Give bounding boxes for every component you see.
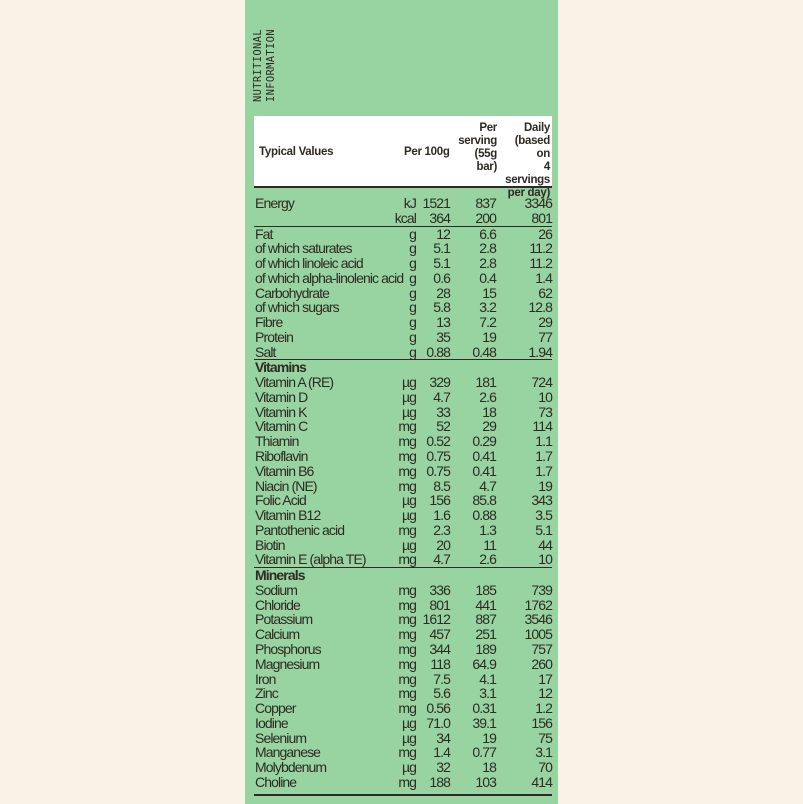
header-daily: Daily (based on 4 servings per day) — [505, 122, 550, 199]
row-daily: 44 — [538, 536, 552, 553]
table-row — [254, 701, 552, 716]
row-per-100g: 1.4 — [433, 744, 450, 761]
row-per-100g: 329 — [429, 374, 450, 391]
table-row — [254, 449, 552, 464]
row-unit: mg — [398, 744, 416, 761]
row-daily: 3.5 — [535, 507, 552, 524]
table-row — [254, 286, 552, 301]
row-unit: mg — [398, 581, 416, 598]
row-daily: 414 — [531, 773, 552, 790]
row-per-100g: 34 — [436, 729, 450, 746]
row-unit: mg — [398, 448, 416, 465]
row-per-serving: 2.6 — [479, 388, 496, 405]
table-row — [254, 241, 552, 256]
row-per-100g: 13 — [436, 314, 450, 331]
row-name: Potassium — [255, 611, 313, 628]
table-row — [254, 434, 552, 449]
row-daily: 1.1 — [535, 433, 552, 450]
row-daily: 17 — [538, 670, 552, 687]
row-per-serving: 0.41 — [472, 448, 496, 465]
row-daily: 10 — [538, 551, 552, 568]
row-per-serving: 0.31 — [472, 700, 496, 717]
row-daily: 12.8 — [528, 299, 552, 316]
row-per-serving: 0.41 — [472, 462, 496, 479]
row-per-serving: 19 — [482, 729, 496, 746]
row-unit: µg — [401, 374, 416, 391]
row-per-100g: 32 — [436, 759, 450, 776]
row-per-100g: 0.75 — [426, 448, 450, 465]
row-per-100g: 364 — [429, 209, 450, 226]
row-per-serving: 3.1 — [479, 685, 496, 702]
table-row — [254, 523, 552, 538]
row-name: Molybdenum — [255, 759, 327, 776]
row-per-serving: 441 — [475, 596, 496, 613]
row-daily: 343 — [531, 492, 552, 509]
table-row — [254, 612, 552, 627]
row-per-serving: 18 — [482, 759, 496, 776]
row-daily: 11.2 — [529, 240, 552, 257]
row-name: Vitamins — [255, 359, 306, 376]
row-per-100g: 33 — [436, 403, 450, 420]
row-per-100g: 118 — [430, 655, 450, 672]
row-per-serving: 0.4 — [479, 269, 496, 286]
row-daily: 62 — [538, 284, 552, 301]
row-name: Niacin (NE) — [255, 477, 317, 494]
row-name: Carbohydrate — [255, 284, 330, 301]
panel-title: NUTRITIONAL INFORMATION — [252, 29, 277, 102]
row-unit: mg — [398, 433, 416, 450]
row-per-100g: 0.52 — [426, 433, 450, 450]
row-unit: mg — [398, 551, 416, 568]
row-unit: mg — [398, 521, 416, 538]
row-per-100g: 4.7 — [433, 551, 450, 568]
row-name: Vitamin B6 — [255, 462, 314, 479]
table-row — [254, 508, 552, 523]
table-row — [254, 271, 552, 286]
row-unit: kcal — [394, 209, 416, 226]
nutrition-table — [254, 196, 552, 790]
row-unit: µg — [401, 507, 416, 524]
row-daily: 5.1 — [535, 521, 552, 538]
row-unit: g — [409, 314, 416, 331]
table-row — [254, 256, 552, 271]
row-daily: 26 — [538, 225, 552, 242]
row-per-100g: 457 — [429, 626, 450, 643]
row-daily: 1.7 — [535, 462, 552, 479]
row-per-serving: 1.3 — [479, 521, 496, 538]
row-per-serving: 189 — [475, 640, 496, 657]
row-unit: mg — [398, 773, 416, 790]
row-unit: µg — [401, 492, 416, 509]
table-row — [254, 196, 552, 211]
row-per-serving: 887 — [475, 611, 496, 628]
row-name: Biotin — [255, 536, 285, 553]
row-name: Copper — [255, 700, 296, 717]
header-typical-values: Typical Values — [259, 146, 334, 158]
row-unit: µg — [401, 403, 416, 420]
row-unit: g — [409, 269, 416, 286]
row-name: Iodine — [255, 714, 288, 731]
table-row — [254, 315, 552, 330]
row-per-serving: 2.8 — [479, 255, 496, 272]
table-row — [254, 627, 552, 642]
row-per-100g: 0.88 — [426, 343, 450, 360]
row-per-serving: 7.2 — [479, 314, 496, 331]
row-name: Vitamin K — [255, 403, 307, 420]
row-per-serving: 0.48 — [472, 343, 496, 360]
row-per-100g: 5.8 — [433, 299, 450, 316]
row-name: Iron — [255, 670, 276, 687]
row-per-100g: 0.6 — [433, 269, 450, 286]
row-per-100g: 8.5 — [433, 477, 450, 494]
row-per-serving: 0.88 — [472, 507, 496, 524]
row-unit: mg — [398, 626, 416, 643]
row-name: Thiamin — [255, 433, 299, 450]
row-per-100g: 5.1 — [433, 255, 450, 272]
row-per-serving: 185 — [475, 581, 496, 598]
row-unit: mg — [398, 477, 416, 494]
row-per-100g: 0.75 — [426, 462, 450, 479]
row-unit: mg — [398, 700, 416, 717]
row-per-serving: 85.8 — [472, 492, 496, 509]
row-daily: 1005 — [524, 626, 552, 643]
table-row — [254, 375, 552, 390]
row-unit: µg — [401, 714, 416, 731]
row-daily: 724 — [531, 374, 552, 391]
row-unit: mg — [398, 670, 416, 687]
row-name: Choline — [255, 773, 297, 790]
row-name: Energy — [255, 195, 294, 211]
table-row — [254, 390, 552, 405]
table-row — [254, 657, 552, 672]
header-per-100g: Per 100g — [404, 146, 450, 158]
section-heading — [254, 568, 552, 583]
row-name: of which saturates — [255, 240, 352, 257]
table-row — [254, 552, 552, 568]
table-row — [254, 642, 552, 657]
table-row — [254, 716, 552, 731]
row-daily: 12 — [538, 685, 552, 702]
row-unit: g — [409, 225, 416, 242]
row-daily: 1.7 — [535, 448, 552, 465]
row-name: Vitamin E (alpha TE) — [255, 551, 366, 568]
row-per-serving: 2.6 — [479, 551, 496, 568]
row-per-serving: 200 — [475, 209, 496, 226]
row-per-100g: 12 — [436, 225, 450, 242]
row-unit: mg — [398, 685, 416, 702]
table-row — [254, 330, 552, 345]
row-per-100g: 7.5 — [433, 670, 450, 687]
row-name: Minerals — [255, 567, 305, 584]
row-unit: mg — [398, 596, 416, 613]
row-per-serving: 4.7 — [479, 477, 496, 494]
table-row — [254, 775, 552, 790]
row-name: of which linoleic acid — [255, 255, 363, 272]
row-name: Zinc — [255, 685, 278, 702]
table-row — [254, 227, 552, 242]
row-daily: 29 — [538, 314, 552, 331]
row-per-serving: 181 — [475, 374, 496, 391]
row-daily: 11.2 — [529, 255, 552, 272]
row-daily: 77 — [538, 328, 552, 345]
table-row — [254, 745, 552, 760]
row-unit: g — [409, 299, 416, 316]
table-row — [254, 479, 552, 494]
row-name: Fat — [255, 225, 273, 242]
row-per-serving: 0.77 — [472, 744, 496, 761]
row-name: Magnesium — [255, 655, 320, 672]
row-daily: 70 — [538, 759, 552, 776]
row-per-serving: 18 — [482, 403, 496, 420]
row-unit: µg — [401, 759, 416, 776]
row-daily: 1.4 — [535, 269, 552, 286]
row-per-serving: 15 — [482, 284, 496, 301]
row-per-serving: 11 — [483, 536, 496, 553]
row-name: Riboflavin — [255, 448, 308, 465]
table-row — [254, 598, 552, 613]
row-per-100g: 156 — [429, 492, 450, 509]
row-name: Vitamin A (RE) — [255, 374, 334, 391]
table-row — [254, 211, 552, 227]
row-per-100g: 4.7 — [433, 388, 450, 405]
table-row — [254, 538, 552, 553]
table-row — [254, 300, 552, 315]
row-per-100g: 5.1 — [433, 240, 450, 257]
row-daily: 73 — [538, 403, 552, 420]
table-bottom-rule — [254, 794, 552, 796]
row-daily: 739 — [531, 581, 552, 598]
row-per-100g: 801 — [429, 596, 450, 613]
row-unit: kJ — [403, 195, 416, 211]
row-daily: 114 — [532, 418, 552, 435]
row-per-serving: 6.6 — [479, 225, 496, 242]
row-name: Protein — [255, 328, 294, 345]
table-row — [254, 583, 552, 598]
row-unit: g — [409, 284, 416, 301]
row-unit: g — [409, 328, 416, 345]
row-name: Chloride — [255, 596, 300, 613]
row-daily: 757 — [531, 640, 552, 657]
row-per-serving: 837 — [475, 195, 496, 211]
row-daily: 1762 — [524, 596, 552, 613]
row-per-100g: 344 — [429, 640, 450, 657]
row-per-100g: 1.6 — [433, 507, 450, 524]
row-unit: g — [409, 240, 416, 257]
row-unit: mg — [398, 418, 416, 435]
row-per-100g: 20 — [436, 536, 450, 553]
table-row — [254, 686, 552, 701]
row-daily: 156 — [531, 714, 552, 731]
row-per-serving: 39.1 — [472, 714, 496, 731]
table-row — [254, 672, 552, 687]
row-name: of which sugars — [255, 299, 339, 316]
row-unit: µg — [401, 388, 416, 405]
row-per-serving: 4.1 — [479, 670, 496, 687]
row-name: Vitamin B12 — [255, 507, 321, 524]
row-daily: 3346 — [524, 195, 552, 211]
row-name: Selenium — [255, 729, 307, 746]
row-name: Pantothenic acid — [255, 521, 345, 538]
row-per-serving: 251 — [475, 626, 496, 643]
row-name: Folic Acid — [255, 492, 306, 509]
row-per-serving: 64.9 — [472, 655, 496, 672]
row-per-100g: 0.56 — [426, 700, 450, 717]
row-unit: g — [409, 343, 416, 360]
row-name: Calcium — [255, 626, 300, 643]
table-row — [254, 731, 552, 746]
row-per-100g: 1612 — [422, 611, 450, 628]
row-per-serving: 29 — [482, 418, 496, 435]
table-header — [254, 116, 552, 199]
row-per-serving: 19 — [482, 328, 496, 345]
row-per-100g: 35 — [436, 328, 450, 345]
row-per-100g: 2.3 — [433, 521, 450, 538]
table-row — [254, 760, 552, 775]
section-heading — [254, 360, 552, 375]
header-per-serving: Per serving (55g bar) — [458, 122, 497, 173]
row-daily: 10 — [538, 388, 552, 405]
row-daily: 260 — [531, 655, 552, 672]
row-name: Fibre — [255, 314, 283, 331]
row-daily: 19 — [538, 477, 552, 494]
table-row — [254, 419, 552, 434]
row-unit: g — [409, 255, 416, 272]
row-unit: mg — [398, 462, 416, 479]
row-per-serving: 103 — [475, 773, 496, 790]
row-daily: 75 — [538, 729, 552, 746]
row-per-100g: 188 — [429, 773, 450, 790]
table-row — [254, 493, 552, 508]
row-per-100g: 52 — [436, 418, 450, 435]
row-name: Manganese — [255, 744, 321, 761]
row-name: Vitamin D — [255, 388, 308, 405]
row-per-100g: 28 — [436, 284, 450, 301]
row-name: Vitamin C — [255, 418, 308, 435]
row-unit: mg — [398, 611, 416, 628]
row-unit: mg — [398, 640, 416, 657]
row-unit: mg — [398, 655, 416, 672]
table-row — [254, 405, 552, 420]
row-daily: 801 — [531, 209, 552, 226]
row-per-serving: 0.29 — [472, 433, 496, 450]
row-per-serving: 3.2 — [479, 299, 496, 316]
row-per-100g: 336 — [429, 581, 450, 598]
row-unit: µg — [401, 729, 416, 746]
table-row — [254, 345, 552, 361]
row-daily: 3.1 — [535, 744, 552, 761]
row-daily: 3546 — [524, 611, 552, 628]
row-name: Phosphorus — [255, 640, 321, 657]
row-name: Salt — [255, 343, 276, 360]
row-unit: µg — [401, 536, 416, 553]
row-per-100g: 1521 — [422, 195, 450, 211]
row-per-100g: 71.0 — [426, 714, 450, 731]
row-per-100g: 5.6 — [433, 685, 450, 702]
row-daily: 1.94 — [528, 343, 552, 360]
row-name: Sodium — [255, 581, 298, 598]
table-row — [254, 464, 552, 479]
row-per-serving: 2.8 — [479, 240, 496, 257]
row-name: of which alpha-linolenic acid — [255, 269, 404, 286]
row-daily: 1.2 — [535, 700, 552, 717]
